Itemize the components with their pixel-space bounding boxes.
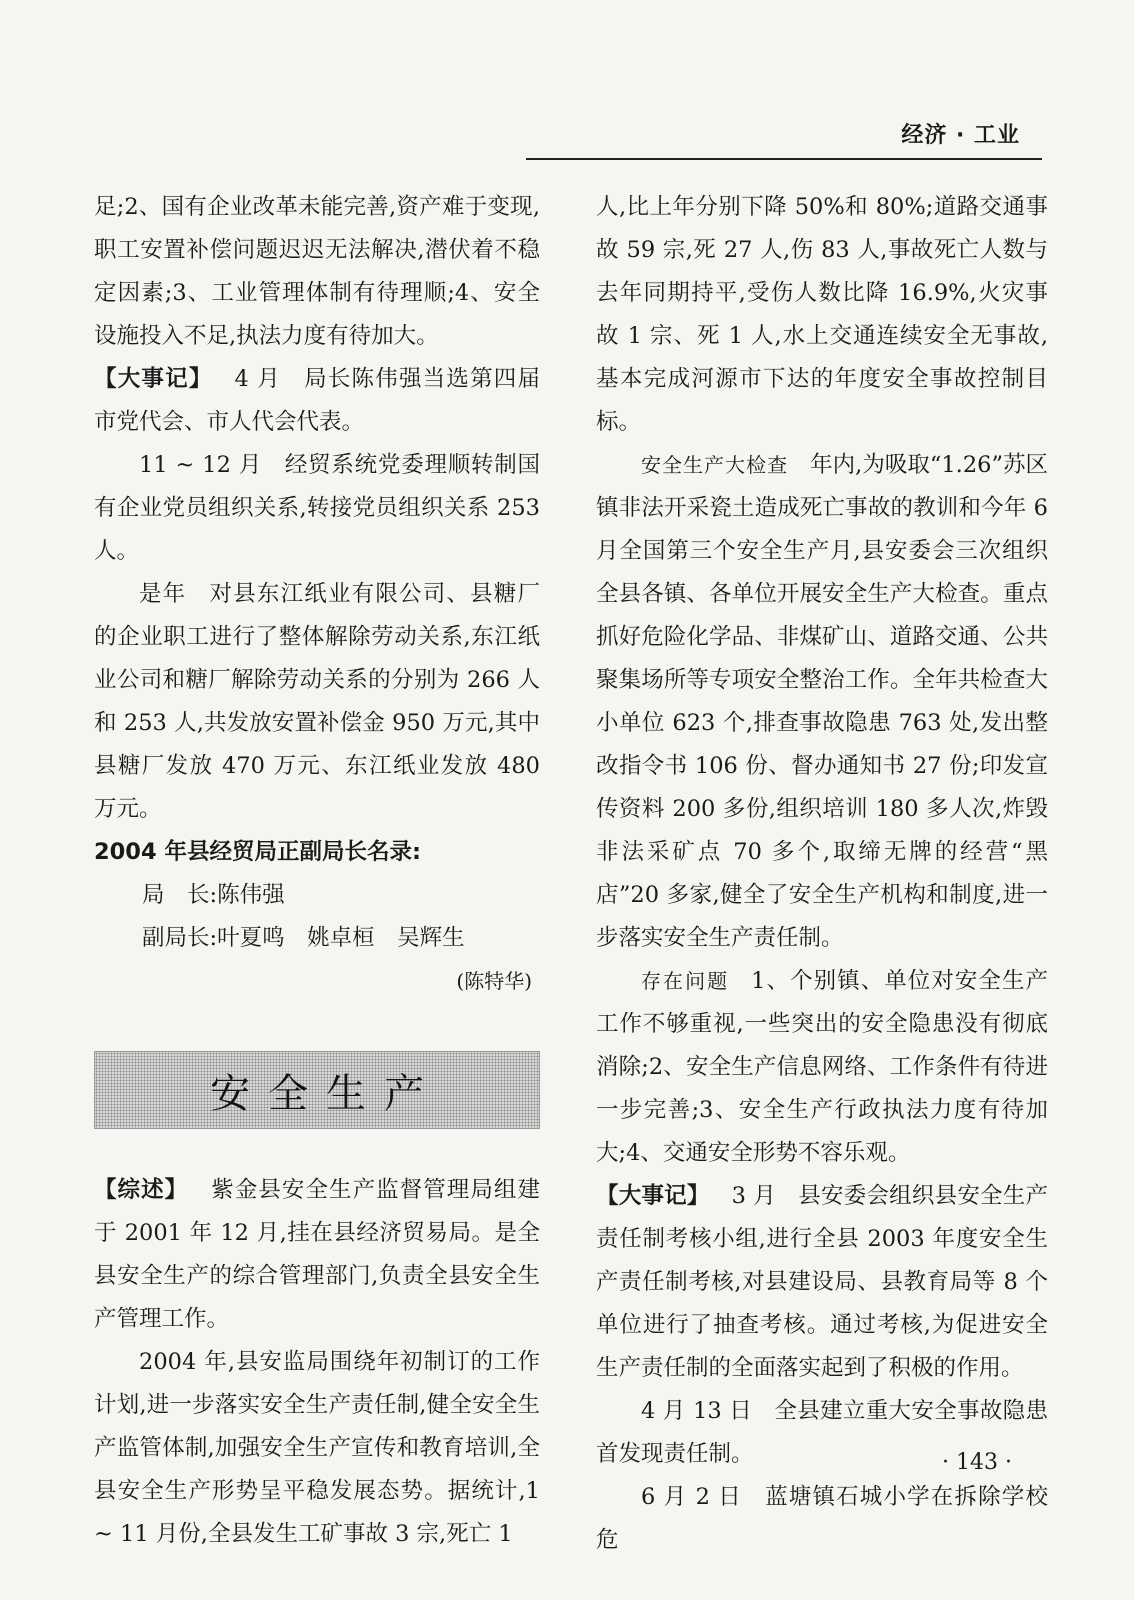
problems-label: 存在问题 [641,969,730,993]
problems-paragraph [596,960,1048,1175]
event-date: 3 月 [731,1183,777,1209]
events-label: 【大事记】 [94,366,213,392]
problems-text: 1、个别镇、单位对安全生产工作不够重视,一些突出的安全隐患没有彻底消除;2、安全生产信息网络、工作条件有待进一步完善;3、安全生产行政执法力度有待加大;4、交通安全形势不容乐观。 [596,968,1048,1166]
event-text: 局长陈伟强当选第四届市党代会、市人代会代表。 [94,366,540,435]
left-event-2 [94,444,540,573]
summary-text: 紫金县安全生产监督管理局组建于 2001 年 12 月,挂在县经济贸易局。是全县安全生产的综合管理部门,负责全县安全生产管理工作。 [94,1177,540,1332]
right-column [596,186,1048,1562]
event-text: 经贸系统党委理顺转制国有企业党员组织关系,转接党员组织关系 253 人。 [94,452,540,564]
summary-paragraph [94,1169,540,1341]
left-event-3 [94,573,540,831]
event-date: 4 月 [234,366,281,392]
left-paragraph-2: 2004 年,县安监局围绕年初制订的工作计划,进一步落实安全生产责任制,健全安全生产监管体制,加强安全生产宣传和教育培训,全县安全生产形势呈平稳发展态势。据统计,1 ~ 11 月份,全县发生工矿事故 3 宗,死亡 1 [94,1349,540,1547]
roster-director: 局 长:陈伟强 [142,882,285,908]
page-number: · 143 · [942,1450,1012,1475]
section-title: 经济 · 工业 [901,123,1020,148]
right-event-3 [596,1476,1048,1562]
event-date: 11 ~ 12 月 [139,452,263,478]
event-date: 4 月 13 日 [641,1398,753,1424]
section-banner [94,1051,540,1129]
summary-label: 【综述】 [94,1177,189,1203]
left-paragraph-1: 足;2、国有企业改革未能完善,资产难于变现,职工安置补偿问题迟迟无法解决,潜伏着不稳定因素;3、工业管理体制有待理顺;4、安全设施投入不足,执法力度有待加大。 [94,194,540,349]
author-credit: (陈特华) [456,969,532,993]
event-text: 全县建立重大安全事故隐患首发现责任制。 [596,1398,1048,1467]
event-date: 是年 [139,581,187,607]
inspection-text: 年内,为吸取“1.26”苏区镇非法开采瓷土造成死亡事故的教训和今年 6 月全国第三个安全生产月,县安委会三次组织全县各镇、各单位开展安全生产大检查。重点抓好危险化学品、非煤矿山、道路交通、公共聚集场所等专项安全整治工作。全年共检查大小单位 623 个,排查事故隐患 763 处,发出整改指令书 106 份、督办通知书 27 份;印发宣传资料 200 多份,组织培训 180 多人次,炸毁非法采矿点 70 多个,取缔无牌的经营“黑店”20 多家,健全了安全生产机构和制度,进一步落实安全生产责任制。 [596,452,1048,951]
event-date: 6 月 2 日 [641,1484,742,1510]
roster-title: 2004 年县经贸局正副局长名录: [94,839,421,865]
event-text: 蓝塘镇石城小学在拆除学校危 [596,1484,1048,1553]
inspection-paragraph [596,444,1048,960]
running-header [526,112,1042,160]
right-paragraph-1: 人,比上年分别下降 50%和 80%;道路交通事故 59 宗,死 27 人,伤 83 人,事故死亡人数与去年同期持平,受伤人数比降 16.9%,火灾事故 1 宗、死 1 人,水上交通连续安全无事故,基本完成河源市下达的年度安全事故控制目标。 [596,194,1048,435]
events-label: 【大事记】 [596,1183,710,1209]
banner-title: 安全生产 [210,1070,442,1117]
event-text: 县安委会组织县安全生产责任制考核小组,进行全县 2003 年度安全生产责任制考核,对县建设局、县教育局等 8 个单位进行了抽查考核。通过考核,为促进安全生产责任制的全面落实起到了积极的作用。 [596,1183,1048,1381]
event-text: 对县东江纸业有限公司、县糖厂的企业职工进行了整体解除劳动关系,东江纸业公司和糖厂解除劳动关系的分别为 266 人和 253 人,共发放安置补偿金 950 万元,其中县糖厂发放 470 万元、东江纸业发放 480 万元。 [94,581,540,822]
left-event-1 [94,358,540,444]
left-column [94,186,540,1556]
roster-deputies: 副局长:叶夏鸣 姚卓桓 吴辉生 [142,925,465,951]
right-event-1 [596,1175,1048,1390]
inspection-label: 安全生产大检查 [641,453,789,477]
